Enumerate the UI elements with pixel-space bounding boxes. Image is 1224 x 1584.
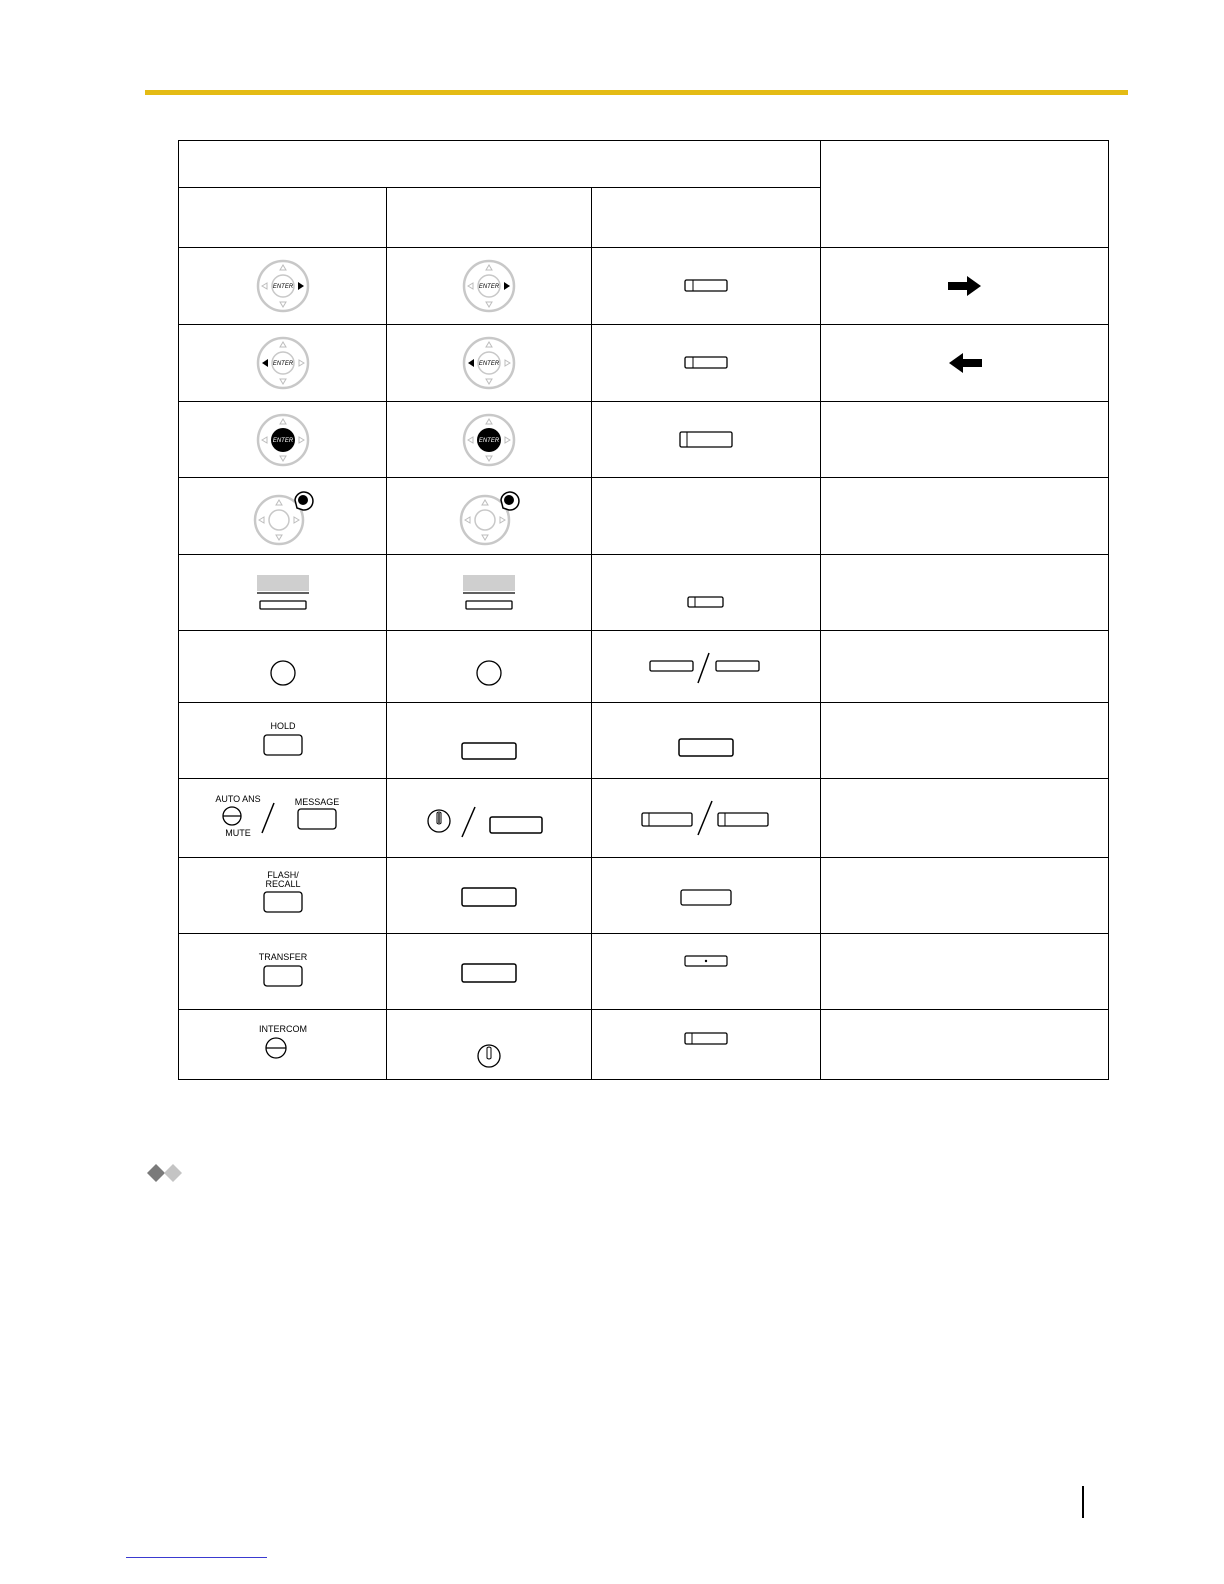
enter-label: ENTER xyxy=(478,284,500,290)
soft-key-icon xyxy=(461,573,517,613)
row-transfer xyxy=(179,934,1109,1010)
round-key-icon xyxy=(472,647,506,687)
left-arrow-icon xyxy=(945,351,985,375)
plain-key-icon xyxy=(675,719,737,763)
jog-dial-icon xyxy=(457,486,521,546)
enter-label: ENTER xyxy=(478,437,500,444)
dot-key-icon xyxy=(681,950,731,994)
short-key-icon xyxy=(684,573,728,613)
row-navigator-right xyxy=(179,248,1109,325)
navigator-enter-icon xyxy=(459,410,519,470)
jog-dial-icon xyxy=(251,486,315,546)
plain-key-icon xyxy=(458,719,520,763)
header-cell-type-a xyxy=(179,188,387,248)
row-auto-answer-message xyxy=(179,779,1109,858)
row-flash-recall xyxy=(179,858,1109,934)
row-intercom xyxy=(179,1010,1109,1080)
key-comparison-table xyxy=(178,140,1109,1080)
recall-label: RECALL xyxy=(264,878,301,889)
intercom-label: INTERCOM xyxy=(258,1023,307,1034)
flash-recall-key-icon xyxy=(258,870,308,922)
flash-label: FLASH/ xyxy=(266,869,299,880)
message-label: MESSAGE xyxy=(294,797,339,807)
intercom-key-icon xyxy=(255,1023,311,1067)
round-rect-pair-icon xyxy=(424,793,554,843)
round-key-icon xyxy=(266,647,300,687)
row-navigator-enter xyxy=(179,402,1109,478)
enter-label: ENTER xyxy=(272,437,293,444)
flexible-key-icon xyxy=(681,353,731,373)
diamond-bullet-icon xyxy=(146,1164,186,1182)
plain-key-icon xyxy=(675,874,737,918)
row-jog-dial xyxy=(179,478,1109,555)
flexible-key-icon xyxy=(681,1023,731,1067)
row-navigator-left xyxy=(179,325,1109,402)
hold-key-icon xyxy=(258,719,308,763)
right-arrow-icon xyxy=(945,274,985,298)
flexible-key-icon xyxy=(681,276,731,296)
row-soft-key xyxy=(179,555,1109,631)
wide-key-icon xyxy=(676,429,736,451)
navigator-right-icon xyxy=(253,256,313,316)
header-cell-phone-types xyxy=(179,141,821,188)
soft-key-icon xyxy=(255,573,311,613)
footer-link-underline[interactable] xyxy=(126,1557,267,1558)
header-cell-type-b xyxy=(387,188,592,248)
navigator-left-icon xyxy=(459,333,519,393)
key-pair-icon xyxy=(646,647,766,687)
auto-ans-label: AUTO ANS xyxy=(214,794,261,804)
transfer-label: TRANSFER xyxy=(258,951,307,962)
navigator-enter-icon xyxy=(253,410,313,470)
plain-key-icon xyxy=(458,874,520,918)
row-round-key xyxy=(179,631,1109,703)
round-slot-key-icon xyxy=(472,1020,506,1070)
hold-label: HOLD xyxy=(269,720,296,731)
page-number-divider xyxy=(1082,1486,1084,1518)
enter-label: ENTER xyxy=(272,284,293,290)
navigator-right-icon xyxy=(459,256,519,316)
transfer-key-icon xyxy=(258,950,308,994)
plain-key-icon xyxy=(458,950,520,994)
auto-ans-message-icon xyxy=(214,793,348,843)
header-rule xyxy=(145,90,1128,95)
enter-label: ENTER xyxy=(272,361,293,367)
header-cell-type-c xyxy=(592,188,821,248)
header-cell-meaning xyxy=(821,141,1109,248)
row-hold xyxy=(179,703,1109,779)
mute-label: MUTE xyxy=(224,828,251,838)
navigator-left-icon xyxy=(253,333,313,393)
enter-label: ENTER xyxy=(478,361,500,367)
flex-key-pair-icon xyxy=(636,793,776,843)
